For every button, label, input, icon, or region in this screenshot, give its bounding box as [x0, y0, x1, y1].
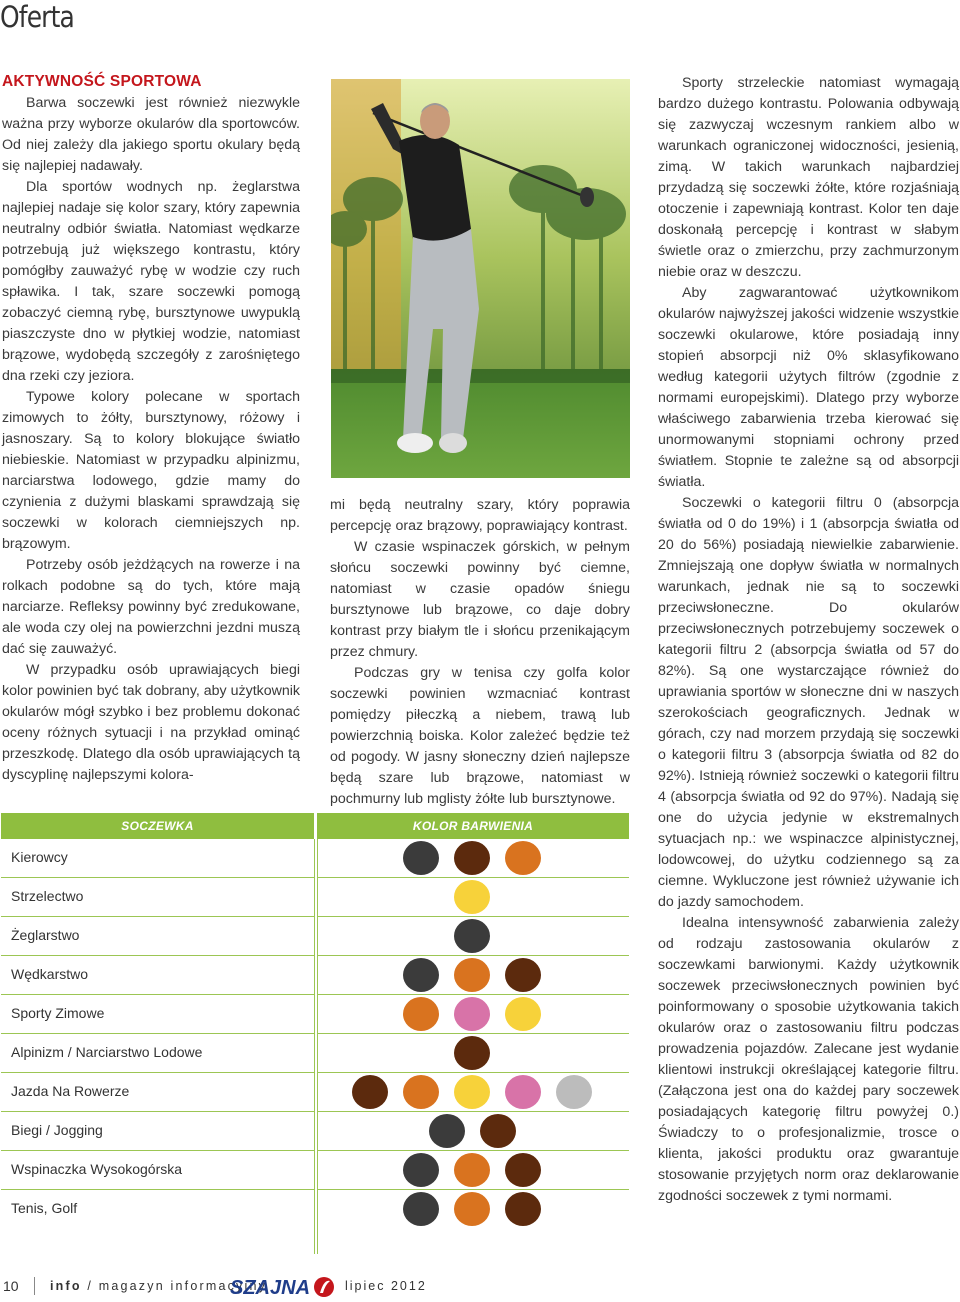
yellow-tint-dot: [505, 997, 541, 1031]
tint-colors-cell: [317, 917, 629, 956]
table-row: [1, 1151, 629, 1190]
footer-divider: [34, 1277, 35, 1295]
gray-tint-dot: [454, 919, 490, 953]
page-number: 10: [3, 1278, 19, 1294]
table-row: [1, 1190, 629, 1229]
svg-text:SZAJNA: SZAJNA: [230, 1277, 311, 1299]
table-row: [1, 995, 629, 1034]
gray-tint-dot: [403, 1153, 439, 1187]
tint-colors-cell: [317, 839, 629, 878]
article-column-2: [330, 495, 630, 810]
paragraph: Potrzeby osób jeżdżących na rowerze i na rolkach podobne są do tych, które mają narciarze. Refleksy powinny być zredukowane, ale woda czy olej na powierzchni jezdni muszą dać się zauważyć.: [2, 557, 300, 657]
paragraph: Aby zagwarantować użytkownikom okularów najwyższej jakości widzenie wszystkie soczewki okularowe, które posiadają inny stopień absorpcji niż 0% sklasyfikowano według kategorii użytych filtrów (zgodnie z normami europejskimi). Dlatego przy wyborze właściwego zabarwienia trzeba kierować się unormowanymi stopniami ochrony przed światłem. Stopnie te zależne są od absorpcji światła.: [658, 285, 959, 490]
tint-colors-cell: [317, 878, 629, 917]
activity-label: Biegi / Jogging: [11, 1122, 103, 1138]
activity-label: Wędkarstwo: [11, 966, 89, 982]
gray-tint-dot: [403, 841, 439, 875]
paragraph: W czasie wspinaczek górskich, w pełnym słońcu soczewki powinny być ciemne, natomiast w czasie opadów śniegu bursztynowe lub brązowe, co daje dobry kontrast przy białym tle i słońcu przenikającym przez chmury.: [330, 539, 630, 660]
paragraph: Soczewki o kategorii filtru 0 (absorpcja światła od 0 do 19%) i 1 (absorpcja światła od 20 do 56%) posiadają niewielkie zabarwienie. Zmniejszają one dopływ światła w normalnych warunkach, jednak nie są to soczewki przeciwsłoneczne. Do okularów przeciwsłonecznych potrzebujemy soczewek o kategorii filtru 2 (absorpcja światła od 57 do 82%). Są one wystarczające również do uprawiania sportów w słoneczne dni w naszych szerokościach geograficznych. Jednak w górach, czy nad morzem przydają się soczewki o kategorii filtru 3 (absorpcja światła od 82 do 92%). Istnieją również soczewki o kategorii filtru 4 (absorpcja światła od 92 do 97%). Nadają się one do użycia jedynie w ekstremalnych sytuacjach np.: we wspinaczce alpinistycznej, lodowcowej, do użytku codziennego są za ciemne. Wykluczone jest również używanie ich do jazdy samochodem.: [658, 495, 959, 910]
tint-colors-cell: [317, 995, 629, 1034]
lens-color-table: [1, 813, 629, 1229]
page-title: Oferta: [0, 0, 74, 34]
amber-tint-dot: [454, 1192, 490, 1226]
tint-colors-cell: [317, 1073, 629, 1112]
brown-tint-dot: [505, 958, 541, 992]
article-column-3: [658, 73, 959, 1207]
lens-use-cell: [1, 995, 314, 1034]
paragraph: mi będą neutralny szary, który poprawia percepcję oraz brązowy, poprawiający kontrast.: [330, 497, 630, 534]
tint-colors-cell: [317, 1112, 629, 1151]
activity-label: Sporty Zimowe: [11, 1005, 105, 1021]
gray-tint-dot: [429, 1114, 465, 1148]
table-row: [1, 917, 629, 956]
tint-colors-cell: [317, 1034, 629, 1073]
activity-label: Kierowcy: [11, 849, 68, 865]
pink-tint-dot: [454, 997, 490, 1031]
brown-tint-dot: [454, 841, 490, 875]
table-row: [1, 839, 629, 878]
article-heading: AKTYWNOŚĆ SPORTOWA: [2, 73, 202, 90]
table-row: [1, 1112, 629, 1151]
lens-use-cell: [1, 956, 314, 995]
article-column-1: [2, 93, 300, 786]
lens-use-cell: [1, 1073, 314, 1112]
yellow-tint-dot: [454, 1075, 490, 1109]
brown-tint-dot: [454, 1036, 490, 1070]
header-tint-color: KOLOR BARWIENIA: [317, 813, 629, 839]
brown-tint-dot: [352, 1075, 388, 1109]
paragraph: Typowe kolory polecane w sportach zimowych to żółty, bursztynowy, różowy i jasnoszary. Są to kolory blokujące światło niebieskie. Natomiast w przypadku alpinizmu, narciarstwa lodowego, gdzie mamy do czynienia z dużymi blaskami sprawdzają się soczewki w kolorach ciemniejszych np. brązowym.: [2, 389, 300, 552]
magazine-name-bold: info: [50, 1279, 82, 1293]
amber-tint-dot: [403, 1075, 439, 1109]
paragraph: Podczas gry w tenisa czy golfa kolor soczewki powinien wzmacniać kontrast pomiędzy piłeczką a niebem, trawą lub powierzchnią boiska. Kolor zależeć będzie też od pogody. W jasny słoneczny dzień najlepsze będą szare lub brązowe, natomiast w pochmurny lub mglisty żółte lub bursztynowe.: [330, 665, 630, 807]
tint-colors-cell: [317, 1151, 629, 1190]
brown-tint-dot: [505, 1153, 541, 1187]
lens-use-cell: [1, 917, 314, 956]
brown-tint-dot: [505, 1192, 541, 1226]
amber-tint-dot: [454, 1153, 490, 1187]
magazine-name-rest: / magazyn informacyjny: [81, 1279, 268, 1293]
table-row: [1, 1034, 629, 1073]
lens-use-cell: [1, 1190, 314, 1228]
activity-label: Tenis, Golf: [11, 1200, 78, 1216]
lens-use-cell: [1, 1151, 314, 1190]
table-row: [1, 878, 629, 917]
amber-tint-dot: [505, 841, 541, 875]
tint-colors-cell: [317, 1190, 629, 1228]
brown-tint-dot: [480, 1114, 516, 1148]
activity-label: Strzelectwo: [11, 888, 84, 904]
golfer-photo: [331, 79, 630, 478]
activity-label: Żeglarstwo: [11, 927, 80, 943]
table-body: [1, 839, 629, 1229]
tint-colors-cell: [317, 956, 629, 995]
gray-tint-dot: [403, 958, 439, 992]
paragraph: Barwa soczewki jest również niezwykle ważna przy wyborze okularów dla sportowców. Od niej zależy dla jakiego sportu okulary będą się najlepiej nadawały.: [2, 95, 300, 174]
amber-tint-dot: [454, 958, 490, 992]
activity-label: Jazda Na Rowerze: [11, 1083, 130, 1099]
paragraph: Idealna intensywność zabarwienia zależy od rodzaju zastosowania okularów z soczewkami barwionymi. Każdy użytkownik soczewek przeciwsłonecznych powinien być poinformowany o sposobie użytkowania takich okularów oraz o zastosowaniu filtru podczas prowadzenia pojazdów. Zalecane jest wydanie klientowi instrukcji określającej kategorie filtru. (Załączona jest ona do każdej pary soczewek posiadających kategorię filtru powyżej 0.) Świadczy to o profesjonalizmie, trosce o klienta, jakości produktu oraz gwarantuje stosowanie przyjętych norm oraz deklarowanie zgodności soczewek z tymi normami.: [658, 915, 959, 1204]
header-lens: SOCZEWKA: [1, 813, 314, 839]
gray-tint-dot: [403, 1192, 439, 1226]
activity-label: Wspinaczka Wysokogórska: [11, 1161, 183, 1177]
lens-use-cell: [1, 1034, 314, 1073]
paragraph: Sporty strzeleckie natomiast wymagają bardzo dużego kontrastu. Polowania odbywają się zazwyczaj wczesnym rankiem albo w warunkach ograniczonej widoczności, jesienią, zimą. W takich warunkach najbardziej przydadzą się soczewki żółte, które rozjaśniają otoczenie i zapewniają kontrast. Kolor ten daje doskonałą percepcję i kontrast w słabym świetle oraz o zmierzchu, przy zachmurzonym niebie oraz w deszczu.: [658, 75, 959, 280]
pink-tint-dot: [505, 1075, 541, 1109]
table-row: [1, 1073, 629, 1112]
table-header: [1, 813, 629, 839]
amber-tint-dot: [403, 997, 439, 1031]
lens-use-cell: [1, 839, 314, 878]
lens-use-cell: [1, 1112, 314, 1151]
table-row: [1, 956, 629, 995]
paragraph: W przypadku osób uprawiających biegi kolor powinien być tak dobrany, aby użytkownik okularów mógł szybko i bez problemu dokonać oceny różnych sytuacji i na przykład ominąć przeszkodę. Dlatego dla osób uprawiających tą dyscyplinę najlepszymi kolora-: [2, 662, 300, 783]
issue-date: lipiec 2012: [345, 1279, 427, 1293]
paragraph: Dla sportów wodnych np. żeglarstwa najlepiej nadaje się kolor szary, który zapewnia neutralny odbiór światła. Natomiast wędkarze potrzebują już większego kontrastu, który pomógłby zauważyć rybę w wodzie czy ruch spławika. I tak, szare soczewki pomogą zobaczyć ciemną rybę, bursztynowe uwypuklą piaszczyste dno w płytkiej wodzie, natomiast brązowe, wydobędą szczegóły z zarośniętego dna rzeki czy jeziora.: [2, 179, 300, 384]
lens-use-cell: [1, 878, 314, 917]
page-footer: [0, 1275, 960, 1299]
yellow-tint-dot: [454, 880, 490, 914]
lightgray-tint-dot: [556, 1075, 592, 1109]
activity-label: Alpinizm / Narciarstwo Lodowe: [11, 1044, 203, 1060]
